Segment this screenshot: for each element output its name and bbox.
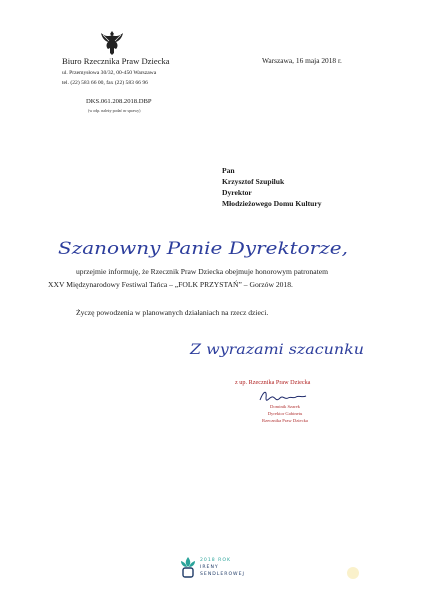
addressee-institution: Młodzieżowego Domu Kultury (222, 199, 322, 208)
reference-note: (w odp. należy podać nr sprawy) (88, 108, 141, 113)
body-line-3: Życzę powodzenia w planowanych działaniach na rzecz dzieci. (76, 308, 269, 317)
svg-text:Z wyrazami szacunku: Z wyrazami szacunku (188, 342, 364, 358)
logo-text-2: IRENY (200, 565, 219, 570)
handwritten-closing (188, 337, 368, 361)
eagle-emblem-icon (99, 28, 125, 56)
body-line-2: XXV Międzynarodowy Festiwal Tańca – „FOLK PRZYSTAŃ” – Gorzów 2018. (48, 280, 293, 289)
org-address: ul. Przemysłowa 30/32, 00-450 Warszawa (62, 70, 157, 76)
on-behalf-note: z up. Rzecznika Praw Dziecka (235, 379, 311, 386)
org-phone: tel. (22) 583 66 00, fax (22) 583 66 96 (62, 80, 148, 86)
corner-seal-icon (345, 565, 361, 581)
logo-text-1: 2018 ROK (200, 558, 231, 563)
addressee-title: Dyrektor (222, 188, 252, 197)
logo-text-3: SENDLEROWEJ (200, 572, 245, 577)
handwritten-greeting (54, 234, 354, 264)
stamp-org: Rzecznika Praw Dziecka (262, 418, 308, 423)
jar-logo-icon (178, 555, 198, 579)
stamp-role: Dyrektor Gabinetu (267, 411, 303, 416)
org-name: Biuro Rzecznika Praw Dziecka (62, 56, 170, 66)
reference-number: DKS.061.208.2018.DBP (86, 98, 152, 105)
addressee-salutation: Pan (222, 166, 235, 175)
svg-text:Szanowny Panie Dyrektorze,: Szanowny Panie Dyrektorze, (58, 239, 348, 259)
body-line-1: uprzejmie informuję, że Rzecznik Praw Dziecka obejmuje honorowym patronatem (76, 267, 328, 276)
addressee-name: Krzysztof Szupiluk (222, 177, 285, 186)
stamp-name: Dominik Szarek (270, 404, 300, 409)
place-date: Warszawa, 16 maja 2018 r. (262, 56, 342, 65)
